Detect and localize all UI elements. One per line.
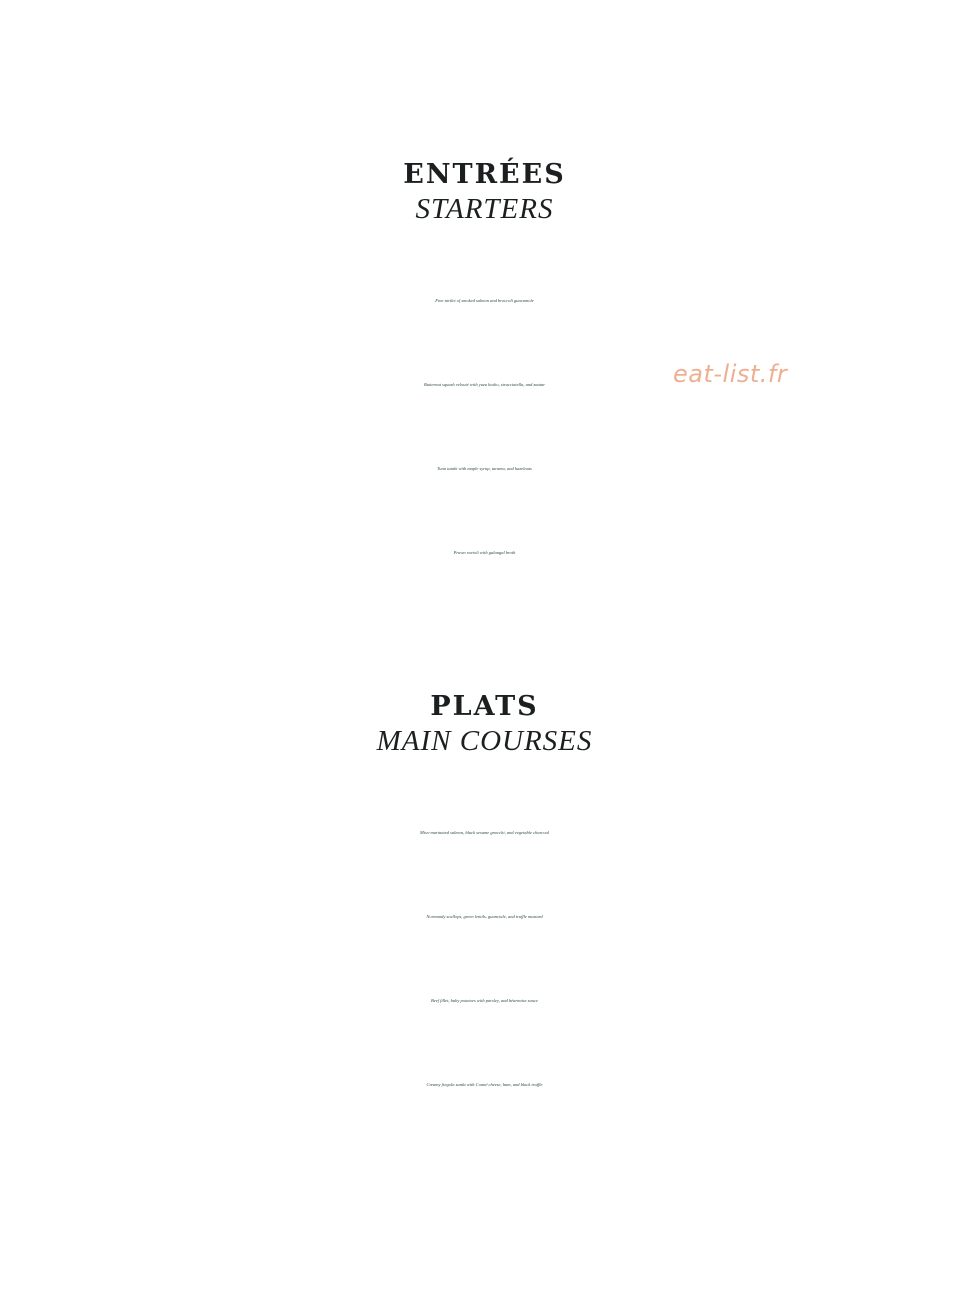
dish-name-en: Butternut squash velouté with yuzu kosho, stracciatella, and zaatar xyxy=(424,382,545,387)
mains-title-en: MAIN COURSES xyxy=(376,725,593,757)
starter-item xyxy=(0,427,969,511)
main-item xyxy=(0,959,969,1043)
dish-name-en: Creamy fregola sarda with Comté cheese, ham, and black truffle xyxy=(426,1082,543,1087)
dish-name-fr xyxy=(0,791,969,819)
watermark-logo: eat-list.fr xyxy=(673,360,788,388)
main-item xyxy=(0,791,969,875)
dish-name-fr xyxy=(0,511,969,539)
dish-name-fr xyxy=(0,427,969,455)
mains-list xyxy=(0,791,969,1127)
starter-item xyxy=(0,511,969,595)
dish-name-en: Beef fillet, baby potatoes with parsley, and béarnaise sauce xyxy=(431,998,538,1003)
starter-item xyxy=(0,343,969,427)
mains-title-fr: PLATS xyxy=(430,691,539,722)
main-item xyxy=(0,875,969,959)
dish-name-fr xyxy=(0,1043,969,1071)
dish-name-en: Prawn ravioli with galangal broth xyxy=(453,550,516,555)
dish-name-en: Miso-marinated salmon, black sesame gnocchi, and vegetable charcoal xyxy=(420,830,549,835)
dish-name-fr xyxy=(0,875,969,903)
starters-title-fr: ENTRÉES xyxy=(403,159,566,190)
dish-name-fr xyxy=(0,259,969,287)
starter-item xyxy=(0,259,969,343)
dish-name-en: Fine tartlet of smoked salmon and broccoli guacamole xyxy=(435,298,534,303)
starters-section xyxy=(0,158,969,595)
main-item xyxy=(0,1043,969,1127)
dish-name-fr xyxy=(0,343,969,371)
starters-title-en: STARTERS xyxy=(415,193,554,225)
dish-name-fr xyxy=(0,959,969,987)
starters-list xyxy=(0,259,969,595)
mains-section xyxy=(0,690,969,1127)
dish-name-en: Normandy scallops, green lentils, guanciale, and truffle mustard xyxy=(426,914,543,919)
dish-name-en: Tuna tataki with maple syrup, tarama, and hazelnuts xyxy=(437,466,532,471)
